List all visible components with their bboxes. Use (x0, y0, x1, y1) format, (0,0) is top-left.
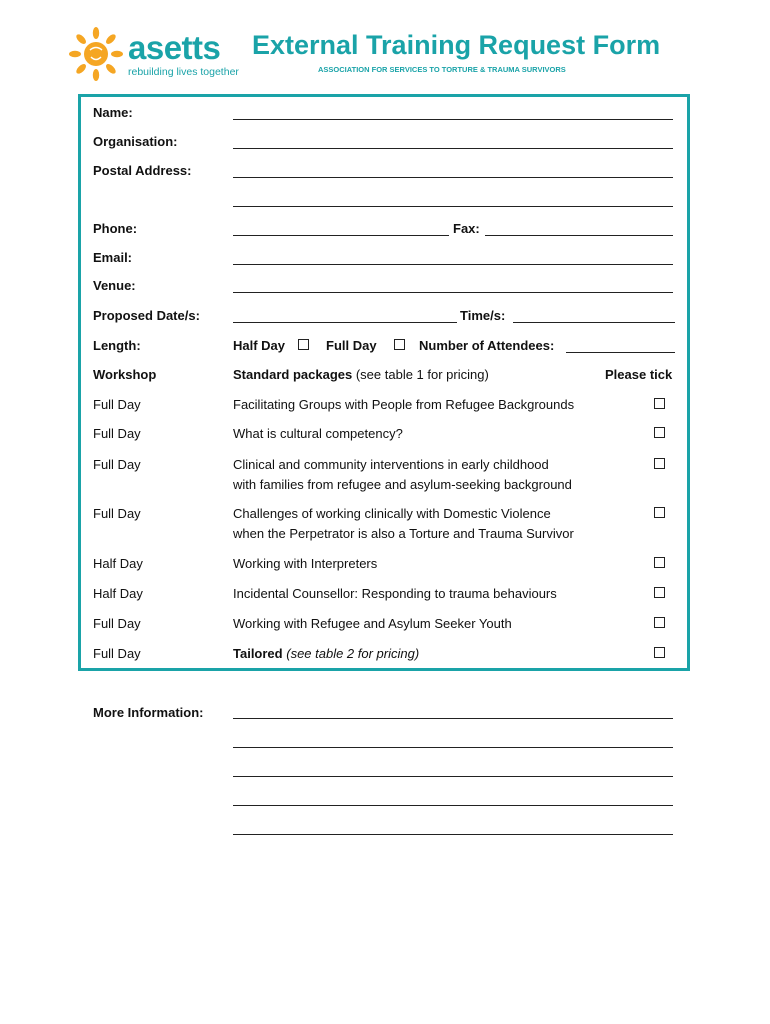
half-day-checkbox[interactable] (298, 339, 309, 350)
packages-header (233, 367, 489, 383)
row-2-title: What is cultural competency? (233, 426, 403, 441)
venue-label: Venue: (93, 278, 136, 293)
email-field[interactable] (233, 264, 673, 265)
name-field[interactable] (233, 119, 673, 120)
proposed-date-field[interactable] (233, 322, 457, 323)
time-field[interactable] (513, 322, 675, 323)
row-5-length: Half Day (93, 556, 143, 571)
organisation-field[interactable] (233, 148, 673, 149)
more-information-label: More Information: (93, 705, 204, 720)
row-4-length: Full Day (93, 506, 141, 521)
name-label: Name: (93, 105, 133, 120)
row-4-checkbox[interactable] (654, 507, 665, 518)
full-day-checkbox[interactable] (394, 339, 405, 350)
length-label: Length: (93, 338, 141, 353)
postal-address-field[interactable] (233, 177, 673, 178)
attendees-field[interactable] (566, 352, 675, 353)
more-info-line-4[interactable] (233, 805, 673, 806)
row-8-length: Full Day (93, 646, 141, 661)
proposed-date-label: Proposed Date/s: (93, 308, 200, 323)
logo-wordmark: asetts (128, 29, 221, 66)
row-3-checkbox[interactable] (654, 458, 665, 469)
sun-logo-icon (66, 26, 126, 82)
row-7-checkbox[interactable] (654, 617, 665, 628)
more-info-line-2[interactable] (233, 747, 673, 748)
logo-tagline: rebuilding lives together (128, 66, 239, 78)
half-day-label: Half Day (233, 338, 286, 353)
row-8-title-italic: (see table 2 for pricing) (286, 646, 420, 661)
form-subtitle: ASSOCIATION FOR SERVICES TO TORTURE & TRAUMA SURVIVORS (318, 65, 566, 74)
row-8-title (233, 646, 419, 662)
postal-address-field-2[interactable] (233, 206, 673, 207)
asetts-logo (66, 26, 239, 82)
row-7-length: Full Day (93, 616, 141, 631)
row-3-title-line2: with families from refugee and asylum-seeking background (233, 477, 572, 492)
row-8-title-bold: Tailored (233, 646, 283, 661)
row-5-checkbox[interactable] (654, 557, 665, 568)
phone-field[interactable] (233, 235, 449, 236)
full-day-label: Full Day (326, 338, 377, 353)
row-7-title: Working with Refugee and Asylum Seeker Youth (233, 616, 512, 631)
row-5-title: Working with Interpreters (233, 556, 378, 571)
organisation-label: Organisation: (93, 134, 178, 149)
postal-address-label: Postal Address: (93, 163, 192, 178)
packages-header-bold: Standard packages (233, 367, 353, 382)
fax-label: Fax: (453, 221, 480, 236)
venue-field[interactable] (233, 292, 673, 293)
please-tick-header: Please tick (605, 367, 673, 382)
row-1-title: Facilitating Groups with People from Refugee Backgrounds (233, 397, 575, 412)
row-1-length: Full Day (93, 397, 141, 412)
row-2-length: Full Day (93, 426, 141, 441)
packages-header-note: (see table 1 for pricing) (355, 367, 489, 382)
form-title: External Training Request Form (252, 30, 661, 60)
more-info-line-3[interactable] (233, 776, 673, 777)
row-4-title-line2: when the Perpetrator is also a Torture and Trauma Survivor (233, 526, 574, 541)
row-6-length: Half Day (93, 586, 143, 601)
more-info-line-5[interactable] (233, 834, 673, 835)
phone-label: Phone: (93, 221, 138, 236)
more-info-line-1[interactable] (233, 718, 673, 719)
attendees-label: Number of Attendees: (419, 338, 555, 353)
workshop-header: Workshop (93, 367, 157, 382)
row-4-title: Challenges of working clinically with Domestic Violence (233, 506, 551, 521)
email-label: Email: (93, 250, 133, 265)
row-3-length: Full Day (93, 457, 141, 472)
row-6-checkbox[interactable] (654, 587, 665, 598)
time-label: Time/s: (460, 308, 506, 323)
row-2-checkbox[interactable] (654, 427, 665, 438)
row-1-checkbox[interactable] (654, 398, 665, 409)
fax-field[interactable] (485, 235, 673, 236)
row-3-title: Clinical and community interventions in early childhood (233, 457, 549, 472)
row-6-title: Incidental Counsellor: Responding to trauma behaviours (233, 586, 557, 601)
row-8-checkbox[interactable] (654, 647, 665, 658)
